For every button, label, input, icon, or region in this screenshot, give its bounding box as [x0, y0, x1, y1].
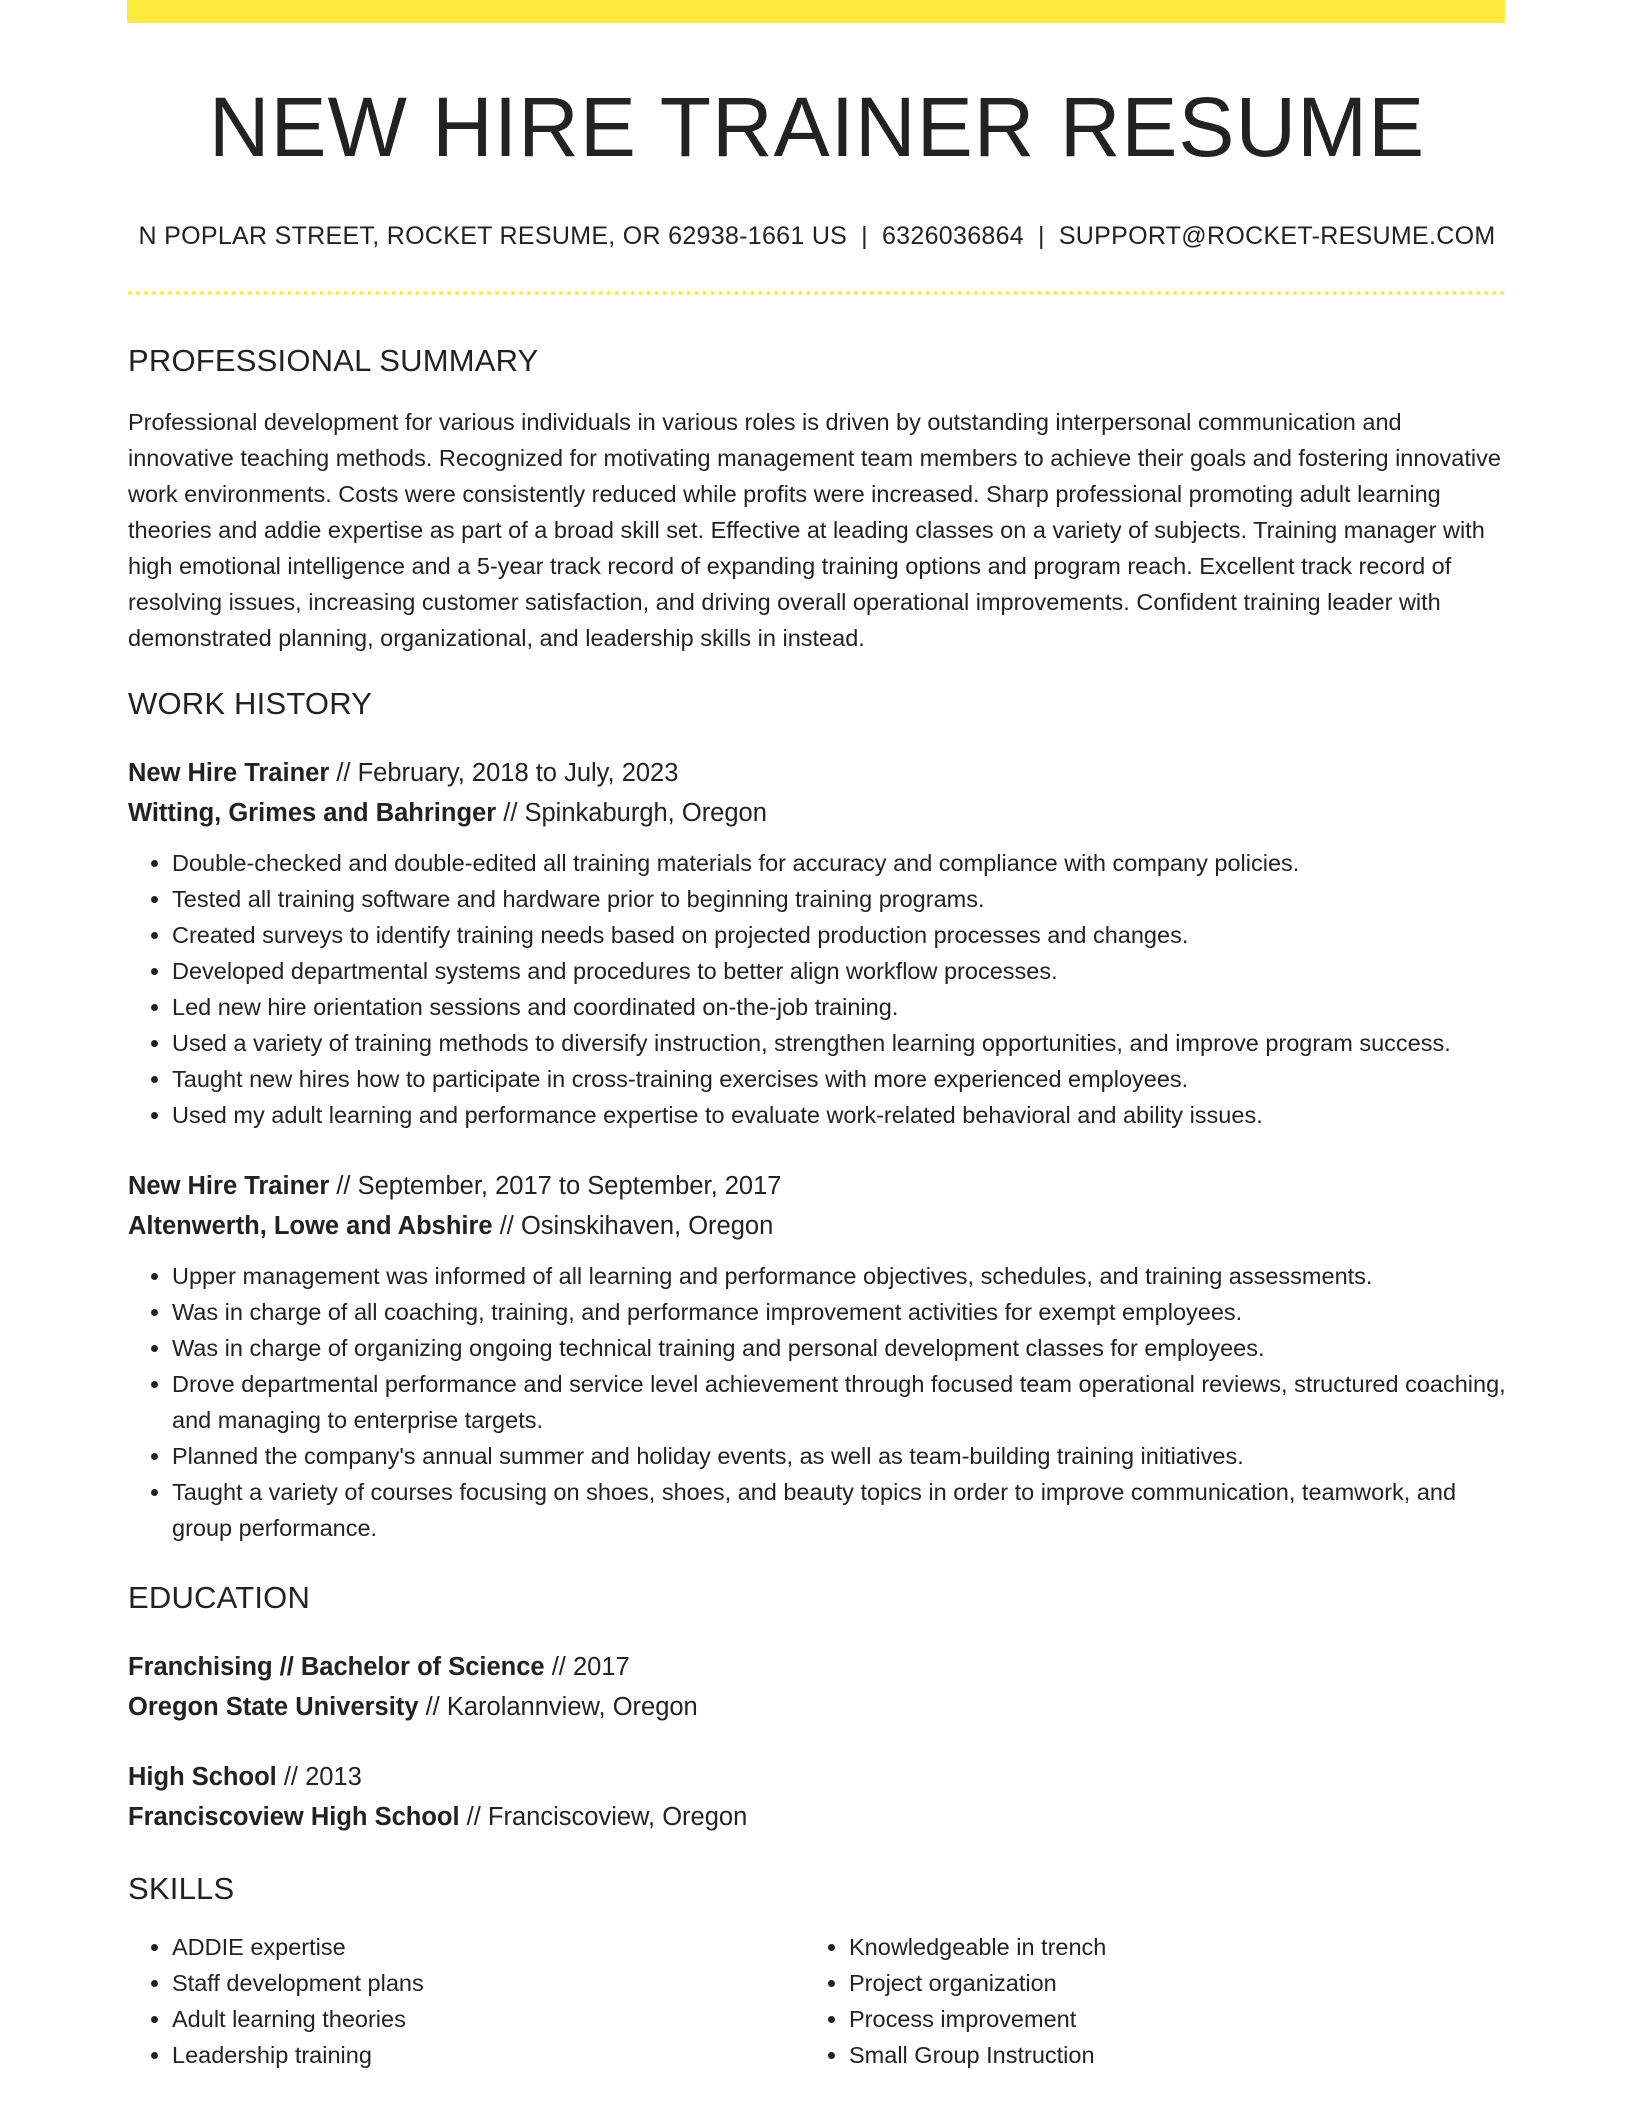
skills-heading: SKILLS	[128, 1870, 235, 1906]
education-year: // 2017	[544, 1652, 630, 1681]
job-bullets	[128, 1258, 1506, 1546]
resume-content	[128, 23, 1506, 2073]
job-bullet: • Double-checked and double-edited all training materials for accuracy and compliance with company policies.	[172, 845, 1506, 881]
job-bullets	[128, 845, 1506, 1133]
education-entry	[128, 1757, 1506, 1837]
education-degree-line	[128, 1647, 1506, 1687]
education-school-line	[128, 1687, 1506, 1727]
education-year: // 2013	[276, 1762, 362, 1791]
job-bullet: • Taught new hires how to participate in cross-training exercises with more experienced employees.	[172, 1061, 1506, 1097]
job-entry	[128, 1166, 1506, 1546]
summary-text: Professional development for various individuals in various roles is driven by outstanding interpersonal communication and innovative teaching methods. Recognized for motivating management team members to achieve their goals and fostering innovative work environments. Costs were consistently reduced while profits were increased. Sharp professional promoting adult learning theories and addie expertise as part of a broad skill set. Effective at leading classes on a variety of subjects. Training manager with high emotional intelligence and a 5-year track record of expanding training options and program reach. Excellent track record of resolving issues, increasing customer satisfaction, and driving overall operational improvements. Confident training leader with demonstrated planning, organizational, and leadership skills in instead.	[128, 408, 1501, 651]
job-bullet: • Upper management was informed of all learning and performance objectives, schedules, and training assessments.	[172, 1258, 1506, 1294]
accent-top-bar	[127, 0, 1505, 23]
education-school-line	[128, 1797, 1506, 1837]
contact-separator: |	[1038, 222, 1045, 251]
education-degree: High School	[128, 1762, 277, 1791]
job-entry	[128, 753, 1506, 1133]
job-dates: // February, 2018 to July, 2023	[329, 758, 679, 787]
skill-item: • Adult learning theories	[172, 2001, 805, 2037]
job-bullet: • Used my adult learning and performance expertise to evaluate work-related behavioral and ability issues.	[172, 1097, 1506, 1133]
job-bullet: • Drove departmental performance and service level achievement through focused team operational reviews, structured coaching, and managing to enterprise targets.	[172, 1366, 1506, 1438]
job-company-line	[128, 1206, 1506, 1246]
education-location: // Franciscoview, Oregon	[459, 1802, 748, 1831]
job-bullet: • Taught a variety of courses focusing on shoes, shoes, and beauty topics in order to improve communication, teamwork, and group performance.	[172, 1474, 1506, 1546]
job-bullet: • Used a variety of training methods to diversify instruction, strengthen learning opportunities, and improve program success.	[172, 1025, 1506, 1061]
education-degree: Franchising // Bachelor of Science	[128, 1652, 545, 1681]
work-history-heading: WORK HISTORY	[128, 685, 373, 721]
job-bullet: • Developed departmental systems and procedures to better align workflow processes.	[172, 953, 1506, 989]
job-bullet: • Led new hire orientation sessions and coordinated on-the-job training.	[172, 989, 1506, 1025]
skill-item: • Staff development plans	[172, 1965, 805, 2001]
contact-phone: 6326036864	[881, 222, 1025, 251]
dotted-divider	[128, 291, 1506, 295]
education-school: Oregon State University	[128, 1692, 419, 1721]
skills-list-right	[805, 1929, 1482, 2073]
skill-item: • Knowledgeable in trench	[849, 1929, 1482, 1965]
job-company-line	[128, 793, 1506, 833]
job-title-line	[128, 1166, 1506, 1206]
skill-item: • Leadership training	[172, 2037, 805, 2073]
job-location: // Spinkaburgh, Oregon	[496, 798, 767, 827]
education-entry	[128, 1647, 1506, 1727]
job-bullet: • Was in charge of organizing ongoing technical training and personal development classes for employees.	[172, 1330, 1506, 1366]
education-school: Franciscoview High School	[128, 1802, 460, 1831]
job-bullet: • Tested all training software and hardware prior to beginning training programs.	[172, 881, 1506, 917]
education-heading: EDUCATION	[128, 1579, 311, 1615]
summary-heading: PROFESSIONAL SUMMARY	[128, 343, 539, 379]
job-company: Altenwerth, Lowe and Abshire	[128, 1211, 493, 1240]
job-company: Witting, Grimes and Bahringer	[128, 798, 497, 827]
job-bullet: • Planned the company's annual summer and holiday events, as well as team-building training initiatives.	[172, 1438, 1506, 1474]
contact-separator: |	[861, 222, 868, 251]
skill-item: • Small Group Instruction	[849, 2037, 1482, 2073]
job-bullet: • Created surveys to identify training needs based on projected production processes and changes.	[172, 917, 1506, 953]
job-location: // Osinskihaven, Oregon	[492, 1211, 774, 1240]
skills-columns	[128, 1929, 1506, 2073]
skill-item: • ADDIE expertise	[172, 1929, 805, 1965]
education-location: // Karolannview, Oregon	[418, 1692, 698, 1721]
contact-line	[128, 221, 1506, 251]
skill-item: • Project organization	[849, 1965, 1482, 2001]
job-title: New Hire Trainer	[128, 1171, 330, 1200]
job-bullet: • Was in charge of all coaching, training, and performance improvement activities for exempt employees.	[172, 1294, 1506, 1330]
resume-title: NEW HIRE TRAINER RESUME	[208, 80, 1426, 174]
skill-item: • Process improvement	[849, 2001, 1482, 2037]
job-dates: // September, 2017 to September, 2017	[329, 1171, 782, 1200]
job-title-line	[128, 753, 1506, 793]
education-degree-line	[128, 1757, 1506, 1797]
contact-address: N POPLAR STREET, ROCKET RESUME, OR 62938-1661 US	[138, 222, 848, 251]
contact-email: SUPPORT@ROCKET-RESUME.COM	[1058, 222, 1496, 251]
job-title: New Hire Trainer	[128, 758, 330, 787]
skills-list-left	[128, 1929, 805, 2073]
